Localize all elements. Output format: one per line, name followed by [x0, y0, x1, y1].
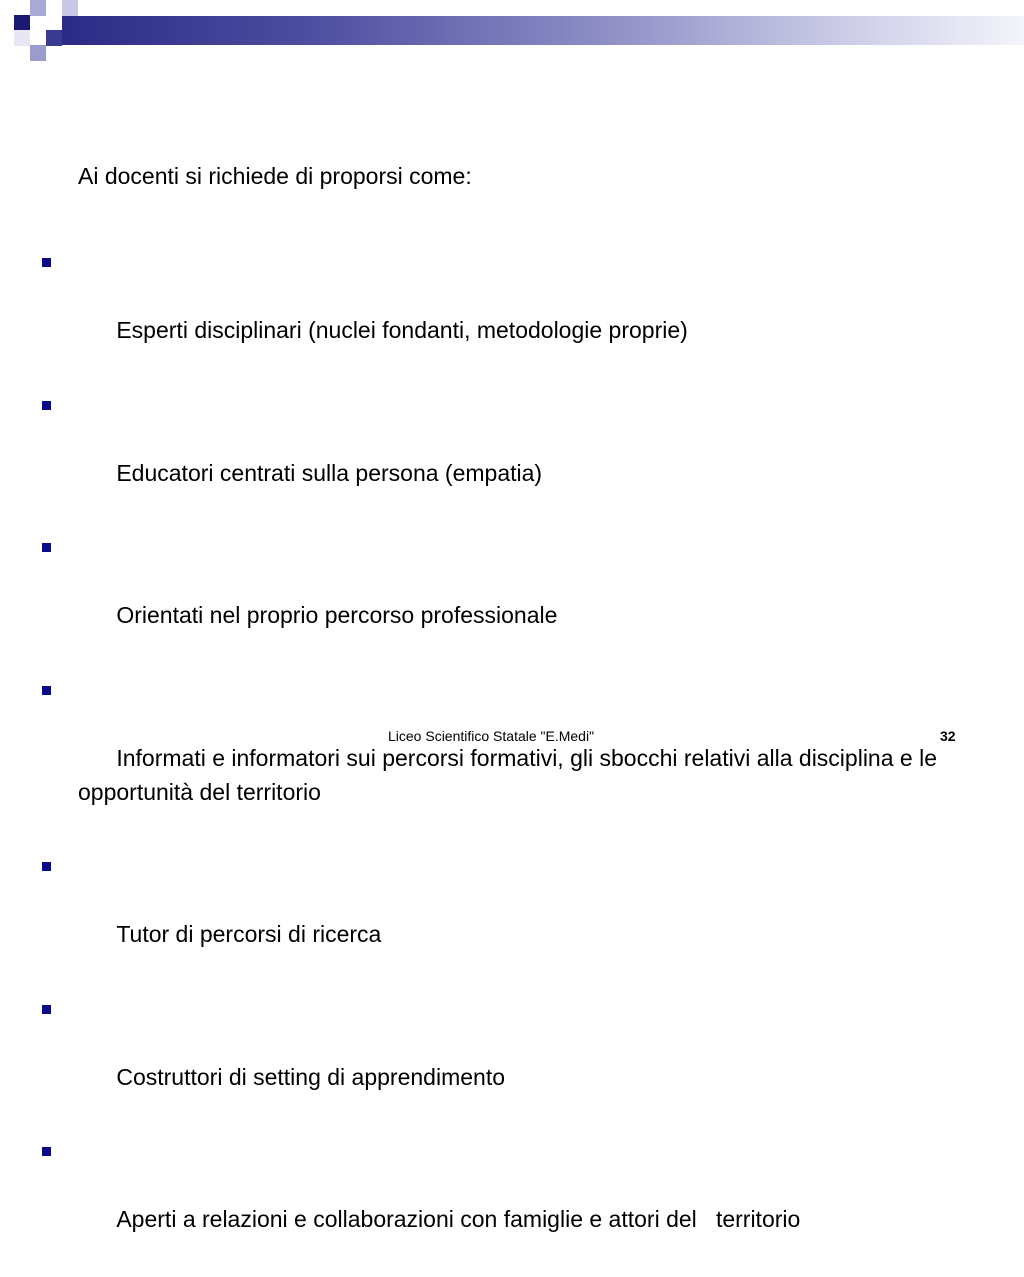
- header-gradient-bar: [62, 16, 1024, 45]
- square-bullet-icon: [42, 1005, 51, 1014]
- square-bullet-icon: [42, 686, 51, 695]
- list-item-text: Costruttori di setting di apprendimento: [116, 1063, 505, 1090]
- list-item: [40, 1134, 940, 1270]
- list-item-text: Aperti a relazioni e collaborazioni con famiglie e attori del territorio: [116, 1206, 801, 1232]
- list-item: [40, 530, 940, 666]
- square-bullet-icon: [42, 401, 51, 410]
- list-item-text: Esperti disciplinari (nuclei fondanti, metodologie proprie): [116, 317, 688, 343]
- list-item: [40, 849, 940, 985]
- list-item: [40, 673, 944, 843]
- square-bullet-icon: [42, 258, 51, 267]
- decor-square: [30, 30, 46, 46]
- list-item: [40, 992, 940, 1128]
- list-item-text: Orientati nel proprio percorso professionale: [116, 602, 558, 628]
- decor-square: [30, 45, 46, 61]
- decor-square: [46, 30, 62, 46]
- intro-text: Ai docenti si richiede di proporsi come:: [78, 163, 472, 189]
- list-item: [40, 388, 940, 524]
- footer-text: Liceo Scientifico Statale "E.Medi": [388, 728, 595, 744]
- square-bullet-icon: [42, 543, 51, 552]
- decor-square: [62, 0, 78, 16]
- square-bullet-icon: [42, 1147, 51, 1156]
- bullet-list: [40, 245, 944, 1277]
- square-bullet-icon: [42, 862, 51, 871]
- list-item-text: Informati e informatori sui percorsi formativi, gli sbocchi relativi alla disciplina e le opportunità del territorio: [78, 744, 944, 805]
- decor-square: [14, 30, 30, 46]
- decor-square: [46, 15, 62, 31]
- decor-square: [30, 0, 46, 16]
- page-number: 32: [940, 728, 956, 744]
- list-item: [40, 245, 940, 381]
- list-item-text: Educatori centrati sulla persona (empatia): [116, 459, 543, 486]
- decor-square: [14, 15, 30, 31]
- list-item-text: Tutor di percorsi di ricerca: [116, 921, 382, 947]
